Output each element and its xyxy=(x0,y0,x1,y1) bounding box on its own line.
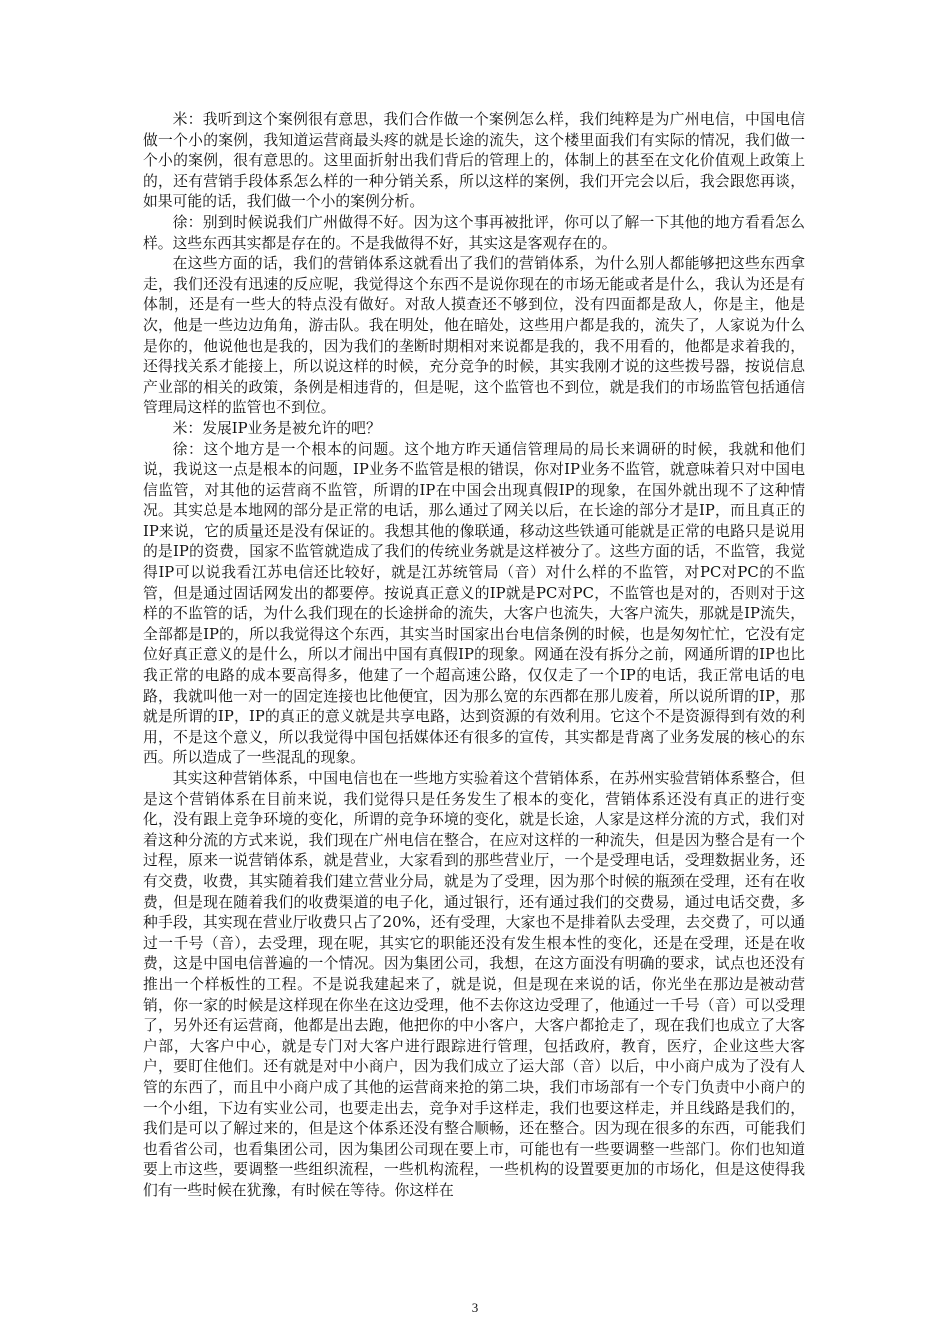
paragraph-mi-case-study: 米：我听到这个案例很有意思，我们合作做一个案例怎么样，我们纯粹是为广州电信，中国电信做一个小的案例，我知道运营商最头疼的就是长途的流失，这个楼里面我们有实际的情况，我们做一个小的案例，很有意思的。这里面折射出我们背后的管理上的，体制上的甚至在文化价值观上政策上的，还有营销手段体系怎么样的一种分销关系，所以这样的案例，我们开完会以后，我会跟您再谈，如果可能的话，我们做一个小的案例分析。 xyxy=(143,111,805,211)
page-number: 3 xyxy=(471,1300,479,1315)
paragraph-marketing-system: 在这些方面的话，我们的营销体系这就看出了我们的营销体系，为什么别人都能够把这些东西拿走，我们还没有迅速的反应呢，我觉得这个东西不是说你现在的市场无能或者是什么，我认为还是有体制，还是有一些大的特点没有做好。对敌人摸查还不够到位，没有四面都是敌人，你是主，他是次，他是一些边边角角，游击队。我在明处，他在暗处，这些用户都是我的，流失了，人家说为什么是你的，他说他也是我的，因为我们的垄断时期相对来说都是我的，我不用看的，他都是求着我的，还得找关系才能接上，所以说这样的时候，充分竞争的时候，其实我刚才说的这些拨号器，按说信息产业部的相关的政策，条例是相违背的，但是呢，这个监管也不到位，就是我们的市场监管包括通信管理局这样的监管也不到位。 xyxy=(143,255,805,417)
paragraph-marketing-integration: 其实这种营销体系，中国电信也在一些地方实验着这个营销体系，在苏州实验营销体系整合，但是这个营销体系在目前来说，我们觉得只是任务发生了根本的变化，营销体系还没有真正的进行变化，没有跟上竞争环境的变化，所谓的竞争环境的变化，就是长途，人家是这样分流的方式，我们对着这种分流的方式来说，我们现在广州电信在整合，在应对这样的一种流失，但是因为整合是有一个过程，原来一说营销体系，就是营业，大家看到的那些营业厅，一个是受理电话，受理数据业务，还有交费，收费，其实随着我们建立营业分局，就是为了受理，因为那个时候的瓶颈在受理，还有在收费，但是现在随着我们的收费渠道的电子化，通过银行，还有通过我们的交费易，通过电话交费，多种手段，其实现在营业厅收费只占了20%，还有受理，大家也不是排着队去受理，去交费了，可以通过一千号（音），去受理，现在呢，其实它的职能还没有发生根本性的变化，还是在受理，还是在收费，这是中国电信普遍的一个情况。因为集团公司，我想，在这方面没有明确的要求，试点也还没有推出一个样板性的工程。不是说我建起来了，就是说，但是现在来说的话，你光坐在那边是被动营销，你一家的时候是这样现在你坐在这边受理，他不去你这边受理了，他通过一千号（音）可以受理了，另外还有运营商，他都是出去跑，他把你的中小客户，大客户都抢走了，现在我们也成立了大客户部，大客户中心，就是专门对大客户进行跟踪进行管理，包括政府，教育，医疗，企业这些大客户，要盯住他们。还有就是对中小商户，因为我们成立了运大部（音）以后，中小商户成为了没有人管的东西了，而且中小商户成了其他的运营商来抢的第二块，我们市场部有一个专门负责中小商户的一个小组，下边有实业公司，也要走出去，竞争对手这样走，我们也要这样走，并且线路是我们的，我们是可以了解过来的，但是这个体系还没有整合顺畅，还在整合。因为现在很多的东西，可能我们也看省公司，也看集团公司，因为集团公司现在要上市，可能也有一些要调整一些部门。你们也知道要上市这些，要调整一些组织流程，一些机构流程，一些机构的设置要更加的市场化，但是这使得我们有一些时候在犹豫，有时候在等待。你这样在 xyxy=(143,770,805,1199)
body-text xyxy=(143,110,805,1201)
paragraph-xu-ip-regulation: 徐：这个地方是一个根本的问题。这个地方昨天通信管理局的局长来调研的时候，我就和他们说，我说这一点是根本的问题，IP业务不监管是根的错误，你对IP业务不监管，就意味着只对中国电信监管，对其他的运营商不监管，所谓的IP在中国会出现真假IP的现象，在国外就出现不了这种情况。其实总是本地网的部分是正常的电话，那么通过了网关以后，在长途的部分才是IP，而且真正的IP来说，它的质量还是没有保证的。我想其他的像联通，移动这些铁通可能就是正常的电路只是说用的是IP的资费，国家不监管就造成了我们的传统业务就是这样被分了。这些方面的话，不监管，我觉得IP可以说我看江苏电信还比较好，就是江苏统管局（音）对什么样的不监管，对PC对PC的不监管，但是通过固话网发出的都要停。按说真正意义的IP就是PC对PC，不监管也是对的，否则对于这样的不监管的话，为什么我们现在的长途拼命的流失，大客户也流失，大客户流失，那就是IP流失，全部都是IP的，所以我觉得这个东西，其实当时国家出台电信条例的时候，也是匆匆忙忙，它没有定位好真正意义的是什么，所以才闹出中国有真假IP的现象。网通在没有拆分之前，网通所谓的IP也比我正常的电路的成本要高得多，他建了一个超高速公路，仅仅走了一个IP的电话，我正常电话的电路，我就叫他一对一的固定连接也比他便宜，因为那么宽的东西都在那儿废着，所以说所谓的IP，那就是所谓的IP，IP的真正的意义就是共享电路，达到资源的有效利用。它这个不是资源得到有效的利用，不是这个意义，所以我觉得中国包括媒体还有很多的宣传，其实都是背离了业务发展的核心的东西。所以造成了一些混乱的现象。 xyxy=(143,440,805,767)
paragraph-xu-objective-existence: 徐：别到时候说我们广州做得不好。因为这个事再被批评，你可以了解一下其他的地方看看怎么样。这些东西其实都是存在的。不是我做得不好，其实这是客观存在的。 xyxy=(143,213,805,252)
paragraph-mi-ip-question: 米：发展IP业务是被允许的吧？ xyxy=(172,419,381,437)
